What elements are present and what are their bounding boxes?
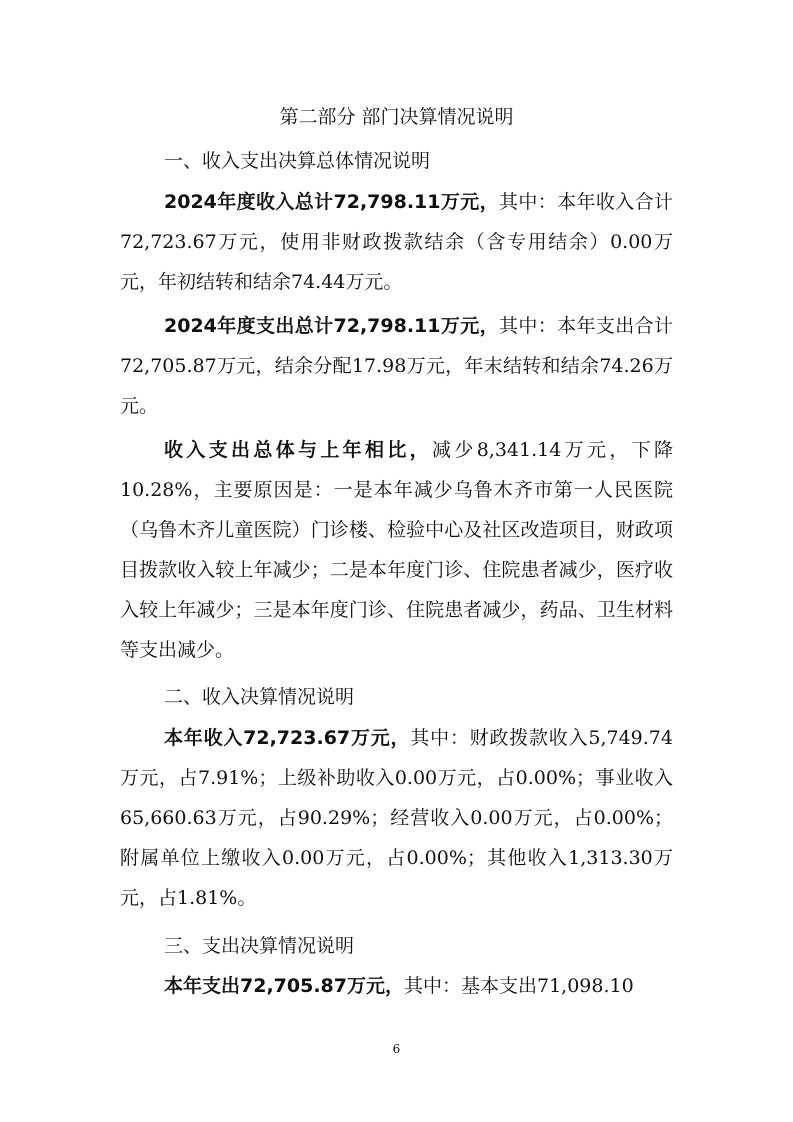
paragraph-body: 其中：本年支出合计72,705.87万元，结余分配17.98万元，年末结转和结余74.26万元。 <box>120 315 673 417</box>
paragraph-body: 其中：财政拨款收入5,749.74万元，占7.91%；上级补助收入0.00万元，占0.00%；事业收入65,660.63万元，占90.29%；经营收入0.00万元，占0.00%；附属单位上缴收入0.00万元，占0.00%；其他收入1,313.30万元，占1.81%。 <box>120 727 673 909</box>
paragraph-expense-total <box>120 306 673 426</box>
paragraph-income-detail <box>120 718 673 918</box>
paragraph-lead: 2024年度收入总计72,798.11万元， <box>164 191 499 213</box>
paragraph-lead: 收入支出总体与上年相比， <box>164 439 433 461</box>
paragraph-expense-detail <box>120 966 673 1006</box>
paragraph-income-total <box>120 182 673 302</box>
paragraph-year-comparison <box>120 430 673 670</box>
paragraph-lead: 2024年度支出总计72,798.11万元， <box>164 315 499 337</box>
section-heading-3: 三、支出决算情况说明 <box>164 935 355 957</box>
page-number: 6 <box>392 1042 401 1056</box>
section-heading-2: 二、收入决算情况说明 <box>164 686 355 708</box>
section-heading-1: 一、收入支出决算总体情况说明 <box>164 150 431 172</box>
paragraph-lead: 本年收入72,723.67万元， <box>164 727 411 749</box>
page-title: 第二部分 部门决算情况说明 <box>279 106 514 128</box>
paragraph-body: 其中：本年收入合计72,723.67万元，使用非财政拨款结余（含专用结余）0.00万元，年初结转和结余74.44万元。 <box>120 191 673 293</box>
paragraph-lead: 本年支出72,705.87万元， <box>164 975 404 997</box>
paragraph-body: 减少8,341.14万元，下降10.28%，主要原因是：一是本年减少乌鲁木齐市第一人民医院（乌鲁木齐儿童医院）门诊楼、检验中心及社区改造项目，财政项目拨款收入较上年减少；二是本年度门诊、住院患者减少，医疗收入较上年减少；三是本年度门诊、住院患者减少，药品、卫生材料等支出减少。 <box>120 439 673 661</box>
paragraph-body: 其中：基本支出71,098.10 <box>403 975 634 997</box>
